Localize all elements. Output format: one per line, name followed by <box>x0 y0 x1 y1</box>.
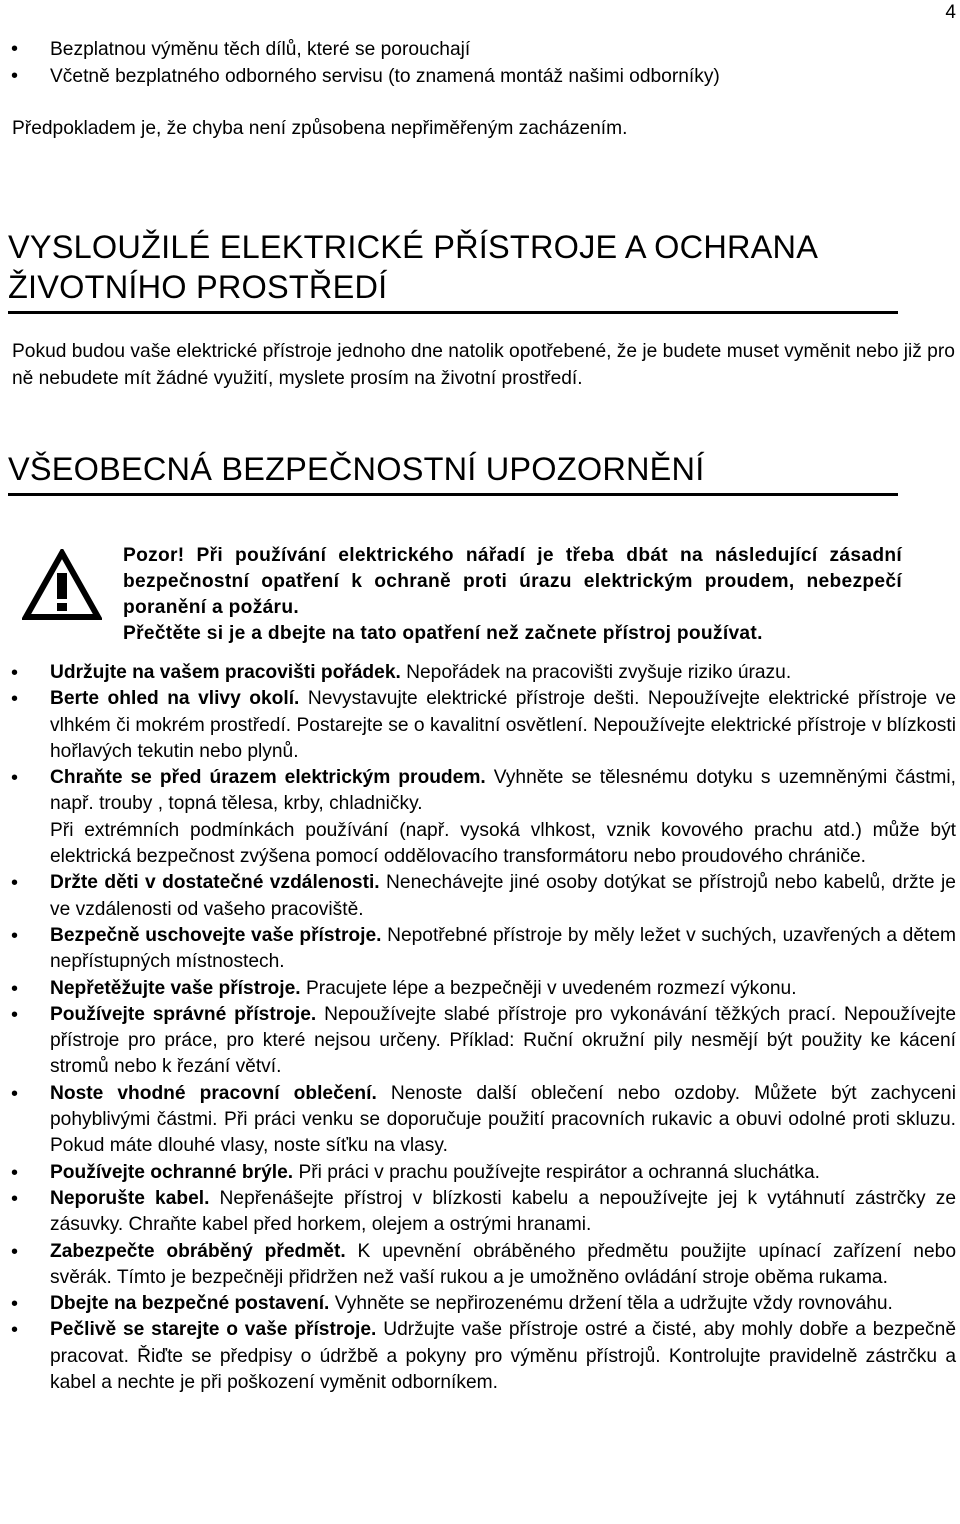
list-item <box>2 976 956 1002</box>
item-text: Nepřenášejte přístroj v blízkosti kabelu a nepoužívejte jej k vytáhnutí zástrčky ze zásuvky. Chraňte kabel před horkem, olejem a ostrými hranami. <box>50 1187 956 1236</box>
item-text: Nenoste další oblečení nebo ozdoby. Můžete být zachyceni pohyblivými částmi. Při práci venku se doporučuje použití pracovních rukavic a obuvi odolné proti skluzu. Pokud máte dlouhé vlasy, noste síťku na vlasy. <box>50 1082 956 1157</box>
safety-list <box>2 660 956 1396</box>
item-text: Nepořádek na pracovišti zvyšuje riziko úrazu. <box>400 662 792 683</box>
warning-read-text: Přečtěte si je a dbejte na tato opatření než začnete přístroj používat. <box>123 623 763 644</box>
item-heading: Používejte správné přístroje. <box>50 1003 317 1025</box>
item-text: Udržujte vaše přístroje ostré a čisté, aby mohly dobře a bezpečně pracovat. Řiďte se předpisy o údržbě a pokyny pro výměnu přístrojů. Kontrolujte pravidelně zástrčku a kabel a nechte je při poškození vyměnit odborníkem. <box>50 1319 956 1394</box>
item-heading: Dbejte na bezpečné postavení. <box>50 1293 330 1315</box>
item-text: K upevnění obráběného předmětu použijte upínací zařízení nebo svěrák. Tímto je bezpečněji přidržen než vaší rukou a je umožněno ovládání stroje oběma rukama. <box>50 1240 956 1288</box>
item-text: Nenechávejte jiné osoby dotýkat se přístrojů nebo kabelů, držte je ve vzdálenosti od vašeho pracoviště. <box>50 872 956 920</box>
list-item <box>2 765 956 870</box>
section-title: VYSLOUŽILÉ ELEKTRICKÉ PŘÍSTROJE A OCHRANA ŽIVOTNÍHO PROSTŘEDÍ <box>8 227 898 314</box>
section-title: VŠEOBECNÁ BEZPEČNOSTNÍ UPOZORNĚNÍ <box>8 449 898 496</box>
section-electrical-waste <box>8 227 898 314</box>
environment-paragraph: Pokud budou vaše elektrické přístroje jednoho dne natolik opotřebené, že je budete muset vyměnit nebo již pro ně nebudete mít žádné využití, myslete prosím na životní prostředí. <box>12 341 955 389</box>
item-text: Nepoužívejte slabé přístroje pro vykonávání těžkých prací. Nepoužívejte přístroje pro práce, pro které nejsou určeny. Příklad: Ruční okružní pily nesmějí být použity ke kácení stromů nebo k řezání větví. <box>50 1003 956 1078</box>
item-heading: Držte děti v dostatečné vzdálenosti. <box>50 872 380 894</box>
item-text: Vyhněte se nepřirozenému držení těla a udržujte vždy rovnováhu. <box>329 1293 893 1315</box>
section-safety <box>8 449 898 496</box>
list-item <box>2 1081 956 1160</box>
item-heading: Nepřetěžujte vaše přístroje. <box>50 977 301 999</box>
item-heading: Neporušte kabel. <box>50 1187 210 1209</box>
item-heading: Chraňte se před úrazem elektrickým proudem. <box>50 767 486 789</box>
warning-block <box>22 543 902 647</box>
list-item <box>2 686 956 765</box>
list-item <box>2 1291 956 1317</box>
item-heading: Noste vhodné pracovní oblečení. <box>50 1082 377 1104</box>
list-item <box>2 1160 956 1186</box>
list-item <box>2 1186 956 1239</box>
item-text: Nepotřebné přístroje by měly ležet v suchých, uzavřených a dětem nepřístupných místnostech. <box>50 924 956 973</box>
item-text: Vyhněte se tělesnému dotyku s uzemněnými částmi, např. trouby , topná tělesa, krby, chladničky. <box>50 767 956 815</box>
item-heading: Zabezpečte obráběný předmět. <box>50 1240 346 1262</box>
list-item <box>2 870 956 923</box>
page-number: 4 <box>945 2 956 23</box>
list-item <box>2 1002 956 1081</box>
list-item <box>2 1239 956 1292</box>
item-extra-text: Při extrémních podmínkách používání (např. vysoká vlhkost, vznik kovového prachu atd.) může být elektrická bezpečnost zvýšena pomocí oddělovacího transformátoru nebo proudového chrániče. <box>50 819 956 868</box>
precondition-text: Předpokladem je, že chyba není způsobena nepřiměřeným zacházením. <box>12 118 628 139</box>
warranty-list <box>2 36 952 90</box>
list-item <box>2 923 956 976</box>
item-heading: Udržujte na vašem pracovišti pořádek. <box>50 662 401 683</box>
warning-triangle-icon <box>22 549 102 621</box>
item-text: Nevystavujte elektrické přístroje dešti. Nepoužívejte elektrické přístroje ve vlhkém či mokrém prostředí. Postarejte se o kavalitní osvětlení. Nepoužívejte elektrické přístroje v blízkosti hořlavých tekutin nebo plynů. <box>50 688 956 762</box>
list-item <box>2 1317 956 1396</box>
item-heading: Pečlivě se starejte o vaše přístroje. <box>50 1319 377 1341</box>
item-heading: Berte ohled na vlivy okolí. <box>50 688 300 710</box>
item-heading: Používejte ochranné brýle. <box>50 1161 294 1183</box>
list-item: • Včetně bezplatného odborného servisu (to znamená montáž našimi odborníky) <box>2 63 952 90</box>
warning-text: Pozor! Při používání elektrického nářadí je třeba dbát na následující zásadní bezpečnostní opatření k ochraně proti úrazu elektrickým proudem, nebezpečí poranění a požáru. <box>123 545 902 618</box>
list-item <box>2 660 956 686</box>
item-heading: Bezpečně uschovejte vaše přístroje. <box>50 924 382 946</box>
list-item: • Bezplatnou výměnu těch dílů, které se porouchají <box>2 36 952 63</box>
item-text: Při práci v prachu používejte respirátor a ochranná sluchátka. <box>293 1161 820 1183</box>
item-text: Pracujete lépe a bezpečněji v uvedeném rozmezí výkonu. <box>300 977 797 999</box>
